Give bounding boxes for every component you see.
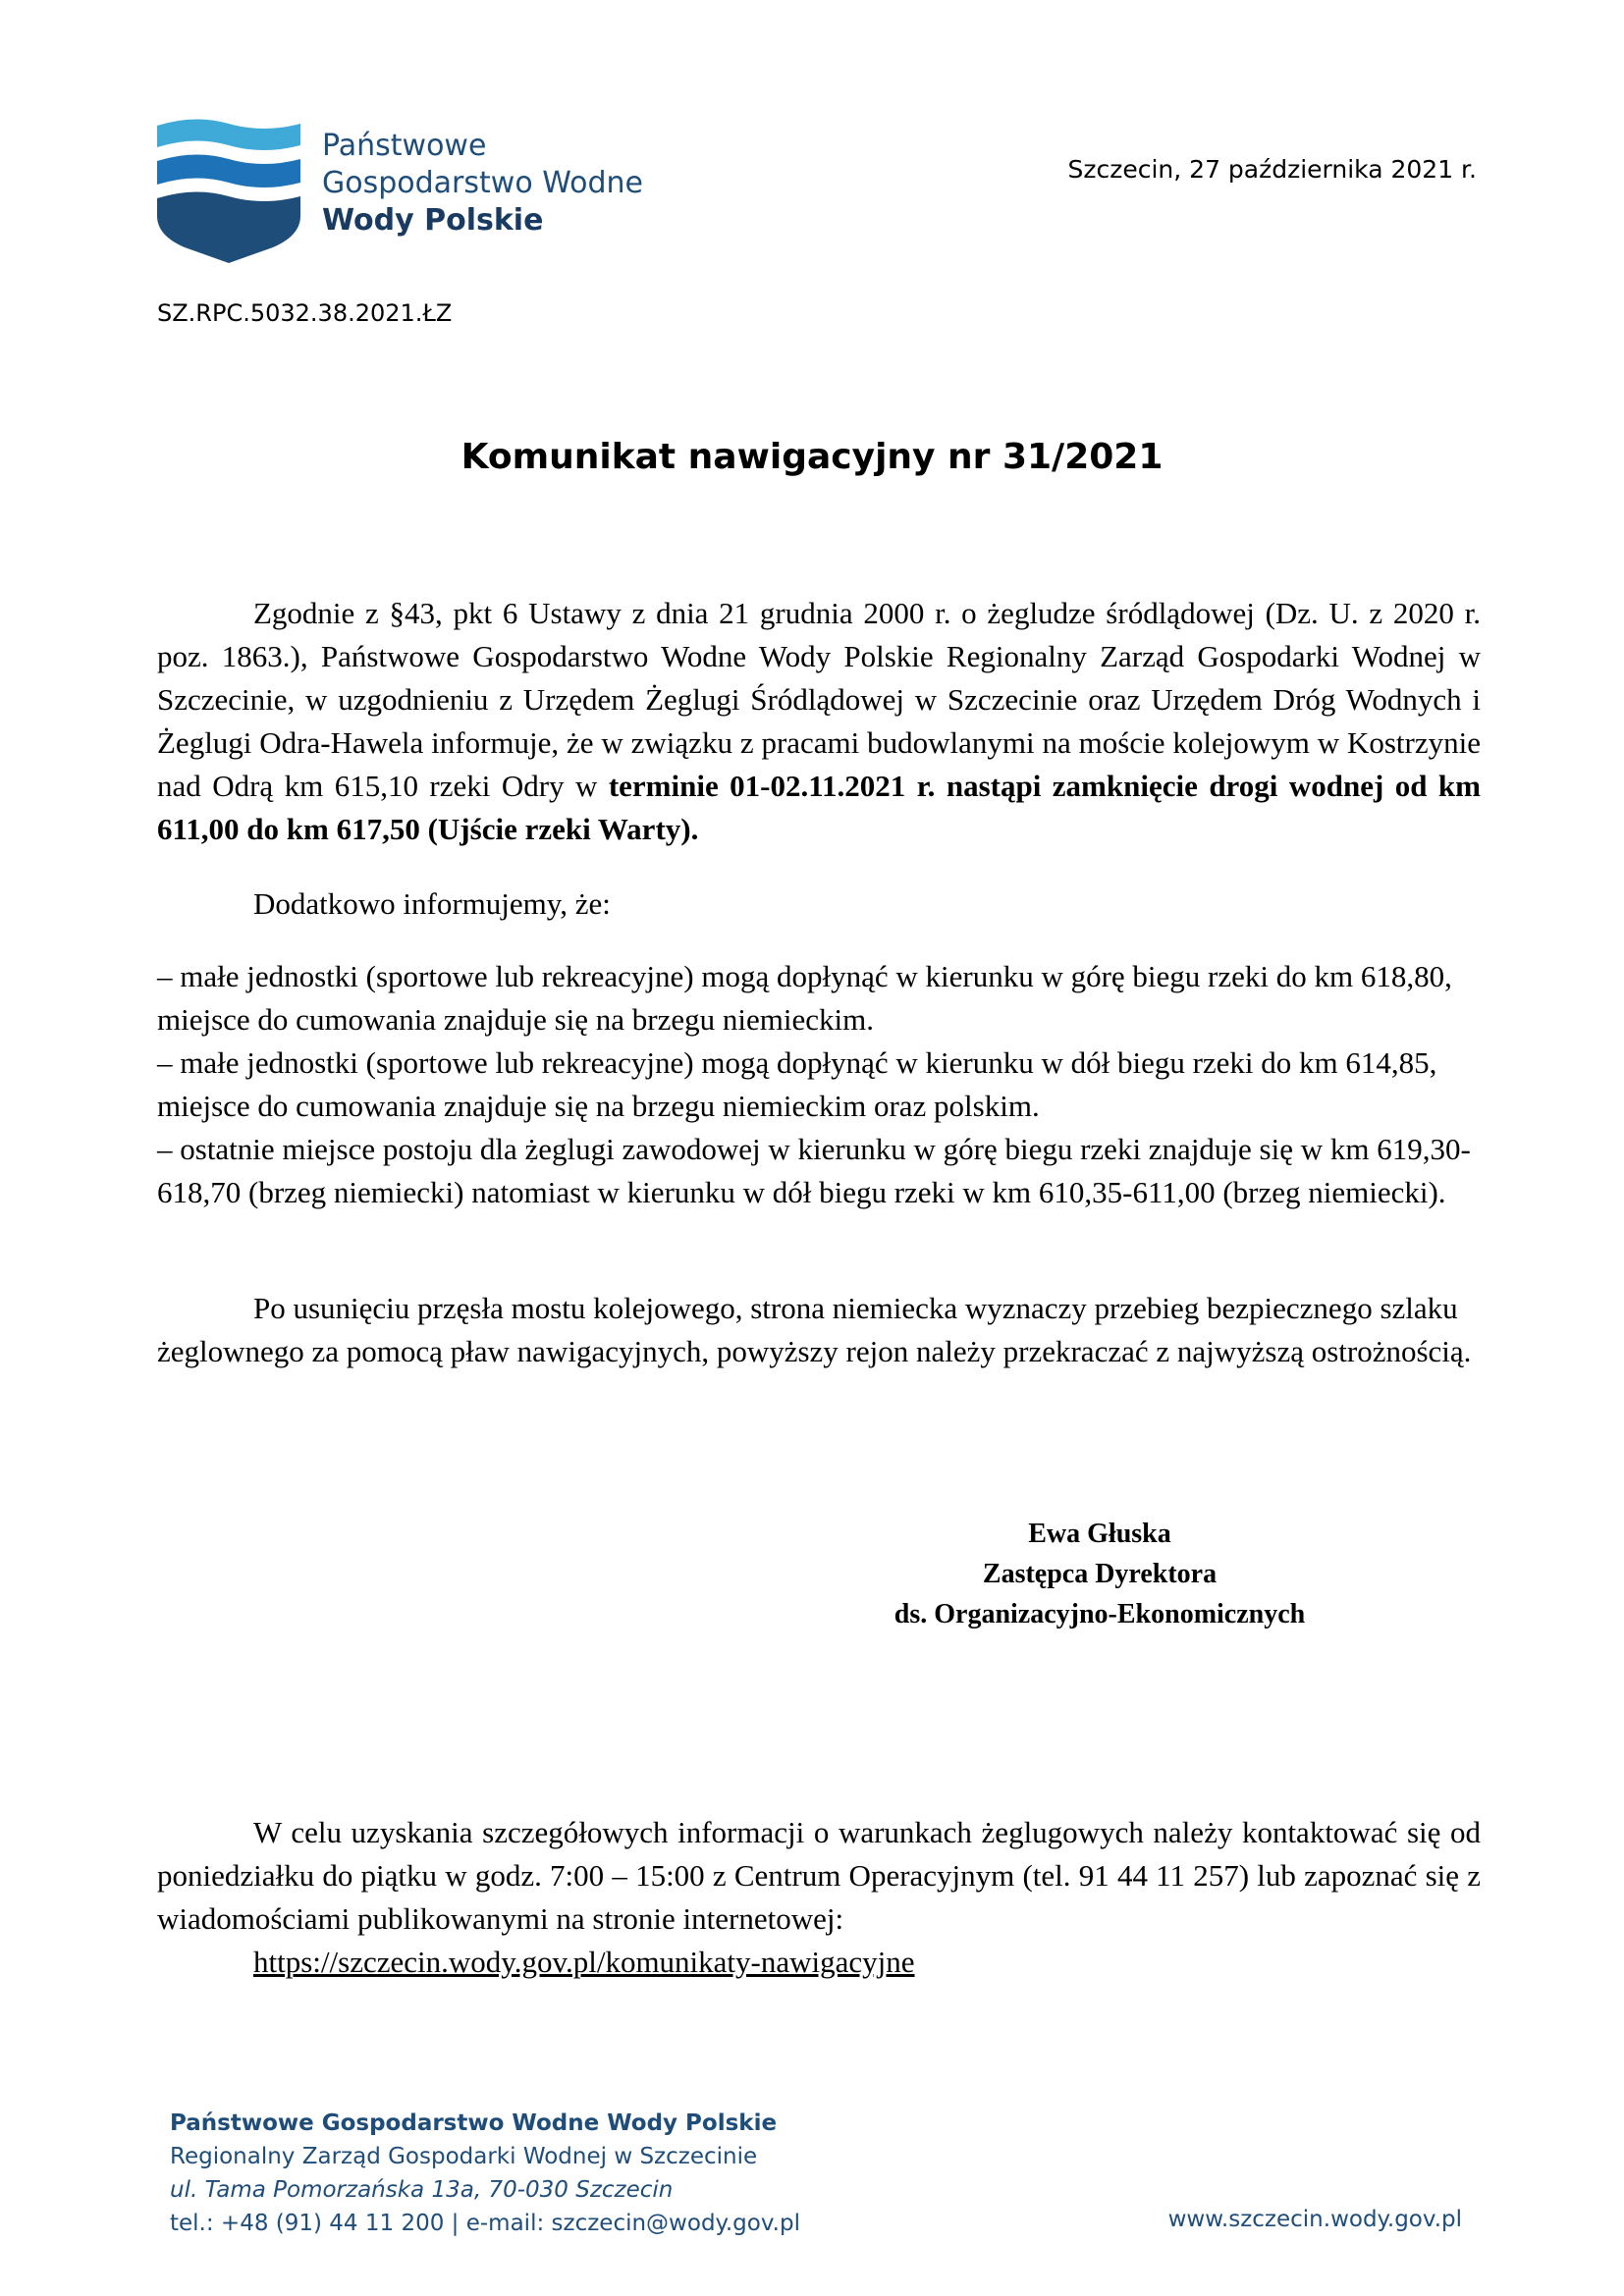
footer-office: Regionalny Zarząd Gospodarki Wodnej w Szczecinie [170,2144,758,2169]
footer-street-address: ul. Tama Pomorzańska 13a, 70-030 Szczecin [170,2177,674,2203]
signatory-name: Ewa Głuska [1028,1519,1171,1549]
signatory-department: ds. Organizacyjno-Ekonomicznych [893,1599,1306,1629]
logo-line-1: Państwowe [322,129,487,163]
document-title: Komunikat nawigacyjny nr 31/2021 [460,437,1164,477]
organization-logo [155,118,666,265]
list-item: – małe jednostki (sportowe lub rekreacyjne) mogą dopłynąć w kierunku w dół biegu rzeki do km 614,85, miejsce do cumowania znajduje się na brzegu niemieckim oraz polskim. [157,1045,1437,1123]
info-list [157,955,1481,1214]
waves-logo-icon [155,118,302,265]
main-paragraph [157,592,1481,851]
contact-text: W celu uzyskania szczegółowych informacji o warunkach żeglugowych należy kontaktować się od poniedziałku do piątku w godz. 7:00 – 15:00 z Centrum Operacyjnym (tel. 91 44 11 257) lub zapoznać się z wiadomościami publikowanymi na stronie internetowej: [157,1815,1481,1936]
footer-phone-email: tel.: +48 (91) 44 11 200 | e-mail: szczecin@wody.gov.pl [170,2211,800,2236]
footer-organization: Państwowe Gospodarstwo Wodne Wody Polskie [170,2110,778,2136]
list-item: – ostatnie miejsce postoju dla żeglugi zawodowej w kierunku w górę biegu rzeki znajduje się w km 619,30-618,70 (brzeg niemiecki) natomiast w kierunku w dół biegu rzeki w km 610,35-611,00 (brzeg niemiecki). [157,1132,1471,1209]
signatory-role: Zastępca Dyrektora [982,1559,1218,1589]
footer-website-link[interactable]: www.szczecin.wody.gov.pl [1167,2207,1462,2232]
reference-number: SZ.RPC.5032.38.2021.ŁZ [157,299,453,327]
announcements-link[interactable]: https://szczecin.wody.gov.pl/komunikaty-nawigacyjne [253,1945,915,1979]
logo-line-2: Gospodarstwo Wodne [322,166,643,200]
safety-paragraph: Po usunięciu przęsła mostu kolejowego, strona niemiecka wyznaczy przebieg bezpiecznego szlaku żeglownego za pomocą pław nawigacyjnych, powyższy rejon należy przekraczać z najwyższą ostrożnością. [157,1291,1472,1368]
additional-info-intro: Dodatkowo informujemy, że: [253,886,611,921]
logo-line-3: Wody Polskie [322,203,544,238]
closure-notice: terminie 01-02.11.2021 r. nastąpi zamknięcie drogi wodnej od km 611,00 do km 617,50 (Ujście rzeki Warty). [157,769,1481,846]
document-date: Szczecin, 27 października 2021 r. [1067,155,1477,184]
footer-address [170,2107,800,2240]
list-item: – małe jednostki (sportowe lub rekreacyjne) mogą dopłynąć w kierunku w górę biegu rzeki do km 618,80, miejsce do cumowania znajduje się na brzegu niemieckim. [157,959,1452,1037]
contact-paragraph [157,1811,1481,1984]
signature-block [825,1514,1375,1634]
main-paragraph-text: Zgodnie z §43, pkt 6 Ustawy z dnia 21 grudnia 2000 r. o żegludze śródlądowej (Dz. U. z 2020 r. poz. 1863.), Państwowe Gospodarstwo Wodne Wody Polskie Regionalny Zarząd Gospodarki Wodnej w Szczecinie, w uzgodnieniu z Urzędem Żeglugi Śródlądowej w Szczecinie oraz Urzędem Dróg Wodnych i Żeglugi Odra-Hawela informuje, że w związku z pracami budowlanymi na moście kolejowym w Kostrzynie nad Odrą km 615,10 rzeki Odry w [157,596,1481,803]
